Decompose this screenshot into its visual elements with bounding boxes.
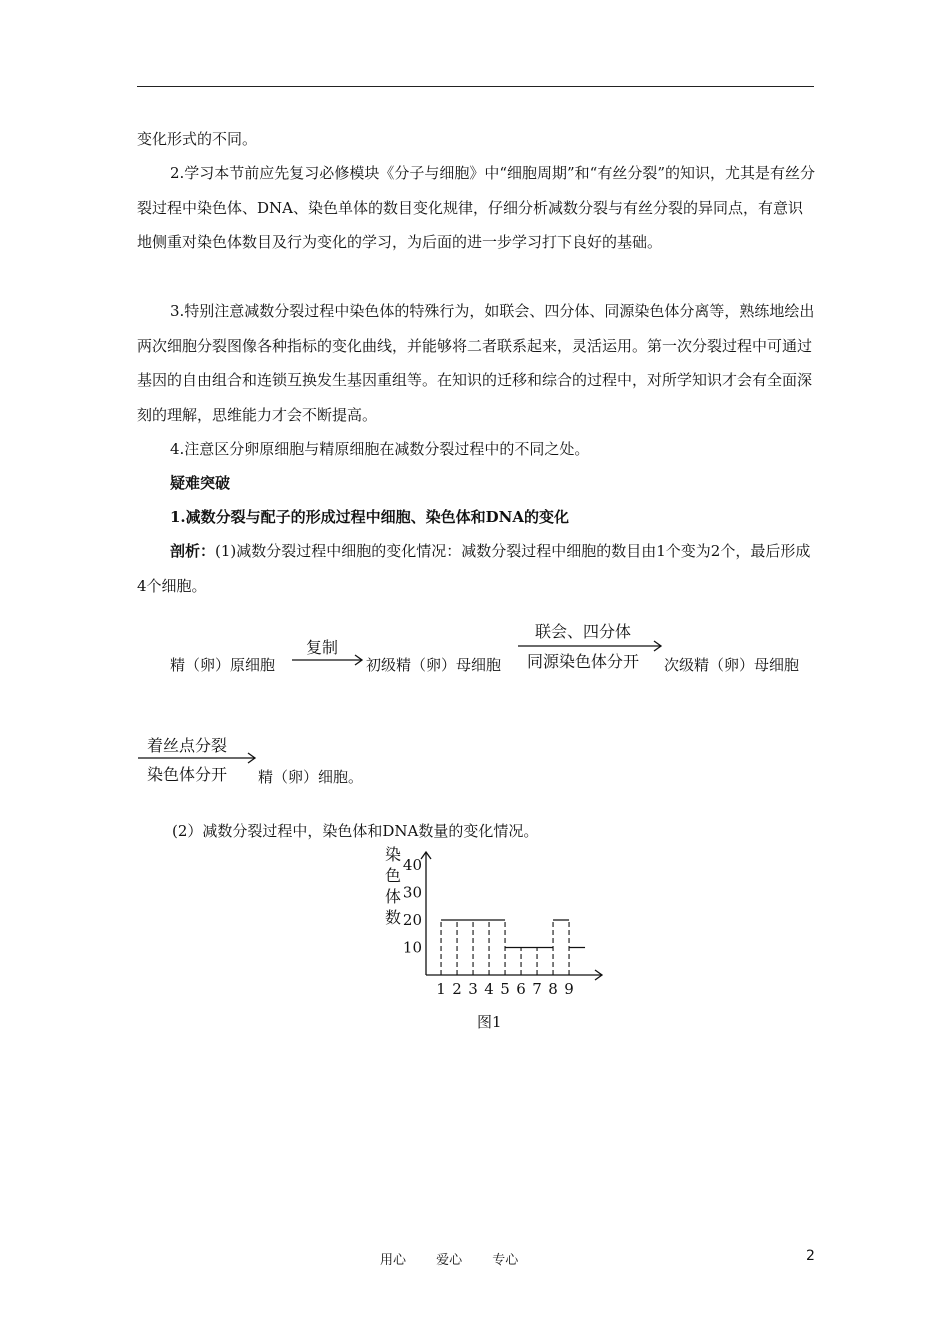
flow-arrow-2 (518, 641, 661, 651)
paragraph-3: 3.特别注意减数分裂过程中染色体的特殊行为，如联会、四分体、同源染色体分离等，熟练地绘出两次细胞分裂图像各种指标的变化曲线，并能够将二者联系起来，灵活运用。第一次分裂过程中可通过基因的自由组合和连锁互换发生基因重组等。在知识的迁移和综合的过程中，对所学知识才会有全面深刻的理解，思维能力才会不断提高。 (137, 302, 815, 424)
x-tick-label: 3 (468, 980, 478, 998)
footer-text: 用心 爱心 专心 (380, 1253, 519, 1268)
y-tick-label: 30 (402, 883, 422, 902)
y-axis-label-char: 数 (385, 908, 402, 927)
y-axis-label-char: 染 (385, 845, 402, 864)
figure-caption: 图1 (477, 1013, 502, 1031)
section-heading: 疑难突破 (170, 474, 231, 492)
flow-arrow-2-top-label: 联会、四分体 (535, 622, 632, 641)
x-tick-label: 1 (436, 980, 446, 998)
x-tick-label: 6 (516, 980, 526, 998)
x-tick-label: 4 (484, 980, 494, 998)
x-tick-label: 8 (548, 980, 558, 998)
x-tick-label: 2 (452, 980, 462, 998)
flow-cell-4: 精（卵）细胞。 (258, 768, 364, 786)
flow-arrow-2-bottom-label: 同源染色体分开 (527, 652, 640, 671)
flow-arrow-3-bottom-label: 染色体分开 (147, 765, 228, 784)
paragraph-4: 4.注意区分卵原细胞与精原细胞在减数分裂过程中的不同之处。 (170, 440, 590, 458)
y-tick-label: 10 (402, 938, 422, 957)
x-tick-label: 5 (500, 980, 510, 998)
x-tick-label: 7 (532, 980, 542, 998)
y-tick-label: 40 (402, 856, 422, 874)
flow-arrow-3 (138, 753, 255, 763)
y-axis-label-char: 色 (385, 866, 402, 885)
analysis-text: (1)减数分裂过程中细胞的变化情况：减数分裂过程中细胞的数目由1个变为2个，最后形成4个细胞。 (137, 542, 811, 595)
analysis-label: 剖析： (170, 542, 216, 560)
flow-cell-3: 次级精（卵）母细胞 (664, 656, 800, 674)
x-tick-label: 9 (564, 980, 574, 998)
flow-arrow-1 (292, 655, 362, 665)
flow-arrow-1-top-label: 复制 (306, 638, 339, 657)
flow-arrow-3-top-label: 着丝点分裂 (147, 736, 228, 755)
page-number: 2 (806, 1248, 815, 1264)
part-2-paragraph: (2）减数分裂过程中，染色体和DNA数量的变化情况。 (172, 822, 539, 840)
paragraph-2: 2.学习本节前应先复习必修模块《分子与细胞》中“细胞周期”和“有丝分裂”的知识，尤其是有丝分裂过程中染色体、DNA、染色单体的数目变化规律，仔细分析减数分裂与有丝分裂的异同点，有意识地侧重对染色体数目及行为变化的学习，为后面的进一步学习打下良好的基础。 (137, 164, 815, 251)
flow-cell-1: 精（卵）原细胞 (170, 656, 276, 674)
flow-cell-2: 初级精（卵）母细胞 (366, 656, 502, 674)
y-tick-label: 20 (402, 911, 422, 929)
paragraph-continuation: 变化形式的不同。 (137, 130, 258, 148)
subsection-heading: 1.减数分裂与配子的形成过程中细胞、染色体和DNA的变化 (170, 508, 570, 526)
chromosome-count-chart (370, 840, 620, 1040)
y-axis-label-char: 体 (385, 887, 402, 906)
